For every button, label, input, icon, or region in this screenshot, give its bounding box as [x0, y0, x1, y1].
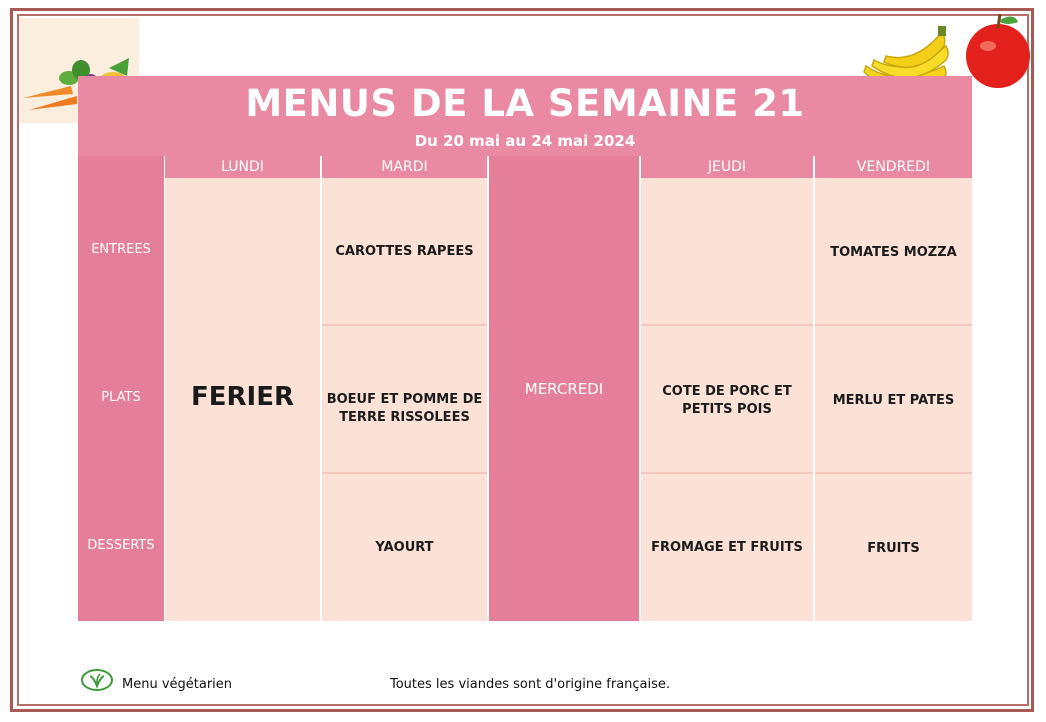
- jeudi-plat-line2: PETITS POIS: [682, 402, 772, 417]
- row-label-desserts: DESSERTS: [87, 538, 155, 553]
- mardi-entree: CAROTTES RAPEES: [335, 244, 474, 259]
- jeudi-plat-line1: COTE DE PORC ET: [662, 384, 792, 399]
- mardi-plat-line2: TERRE RISSOLEES: [339, 410, 470, 425]
- mardi-dessert: YAOURT: [375, 540, 434, 555]
- cell-divider: [322, 472, 487, 474]
- vegetarian-icon: [80, 668, 114, 692]
- day-header-mardi: MARDI: [322, 156, 487, 178]
- day-label-mercredi: MERCREDI: [524, 380, 604, 398]
- day-header-lundi: LUNDI: [165, 156, 320, 178]
- vegetarian-legend: Menu végétarien: [122, 677, 233, 692]
- cell-divider: [322, 324, 487, 326]
- date-range: Du 20 mai au 24 mai 2024: [414, 132, 636, 150]
- row-label-plats: PLATS: [101, 390, 141, 405]
- cell-divider: [641, 324, 813, 326]
- jeudi-dessert: FROMAGE ET FRUITS: [651, 540, 803, 555]
- cell-divider: [815, 324, 972, 326]
- lundi-holiday: FERIER: [191, 382, 294, 412]
- day-header-jeudi: JEUDI: [641, 156, 813, 178]
- vendredi-plat: MERLU ET PATES: [832, 393, 955, 408]
- vendredi-entree: TOMATES MOZZA: [830, 245, 957, 260]
- vendredi-dessert: FRUITS: [867, 541, 920, 556]
- day-header-vendredi: VENDREDI: [815, 156, 972, 178]
- cell-divider: [641, 472, 813, 474]
- page-title: MENUS DE LA SEMAINE 21: [245, 82, 805, 125]
- cell-divider: [815, 472, 972, 474]
- row-label-entrees: ENTREES: [91, 242, 151, 257]
- meat-origin-note: Toutes les viandes sont d'origine française.: [390, 677, 671, 692]
- mardi-plat-line1: BOEUF ET POMME DE: [326, 392, 483, 407]
